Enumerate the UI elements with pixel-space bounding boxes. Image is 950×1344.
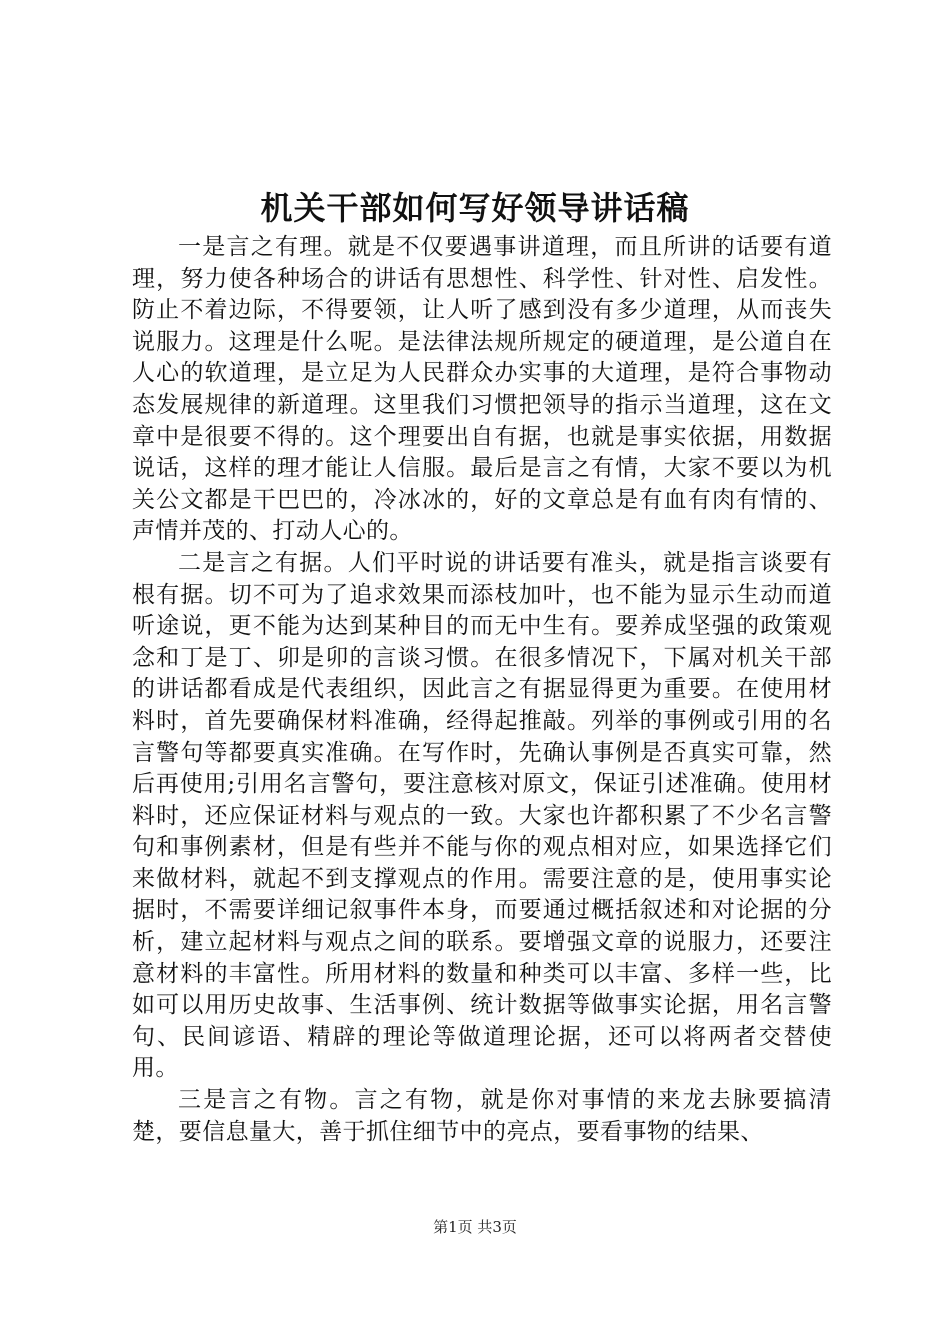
paragraph-3: 三是言之有物。言之有物，就是你对事情的来龙去脉要搞清楚，要信息量大，善于抓住细节中的亮点，要看事物的结果、 (132, 1087, 832, 1145)
paragraph-1: 一是言之有理。就是不仅要遇事讲道理，而且所讲的话要有道理，努力使各种场合的讲话有思想性、科学性、针对性、启发性。防止不着边际，不得要领，让人听了感到没有多少道理，从而丧失说服力。这理是什么呢。是法律法规所规定的硬道理，是公道自在人心的软道理，是立足为人民群众办实事的大道理，是符合事物动态发展规律的新道理。这里我们习惯把领导的指示当道理，这在文章中是很要不得的。这个理要出自有据，也就是事实依据，用数据说话，这样的理才能让人信服。最后是言之有情，大家不要以为机关公文都是干巴巴的，冷冰冰的，好的文章总是有血有肉有情的、声情并茂的、打动人心的。 (132, 234, 832, 545)
page-number-footer: 第1页 共3页 (433, 1218, 517, 1236)
document-title: 机关干部如何写好领导讲话稿 (260, 189, 690, 227)
paragraph-2: 二是言之有据。人们平时说的讲话要有准头，就是指言谈要有根有据。切不可为了追求效果而添枝加叶，也不能为显示生动而道听途说，更不能为达到某种目的而无中生有。要养成坚强的政策观念和丁是丁、卯是卯的言谈习惯。在很多情况下，下属对机关干部的讲话都看成是代表组织，因此言之有据显得更为重要。在使用材料时，首先要确保材料准确，经得起推敲。列举的事例或引用的名言警句等都要真实准确。在写作时，先确认事例是否真实可靠，然后再使用;引用名言警句，要注意核对原文，保证引述准确。使用材料时，还应保证材料与观点的一致。大家也许都积累了不少名言警句和事例素材，但是有些并不能与你的观点相对应，如果选择它们来做材料，就起不到支撑观点的作用。需要注意的是，使用事实论据时，不需要详细记叙事件本身，而要通过概括叙述和对论据的分析，建立起材料与观点之间的联系。要增强文章的说服力，还要注意材料的丰富性。所用材料的数量和种类可以丰富、多样一些，比如可以用历史故事、生活事例、统计数据等做事实论据，用名言警句、民间谚语、精辟的理论等做道理论据，还可以将两者交替使用。 (132, 549, 832, 1082)
document-body (132, 232, 832, 1148)
